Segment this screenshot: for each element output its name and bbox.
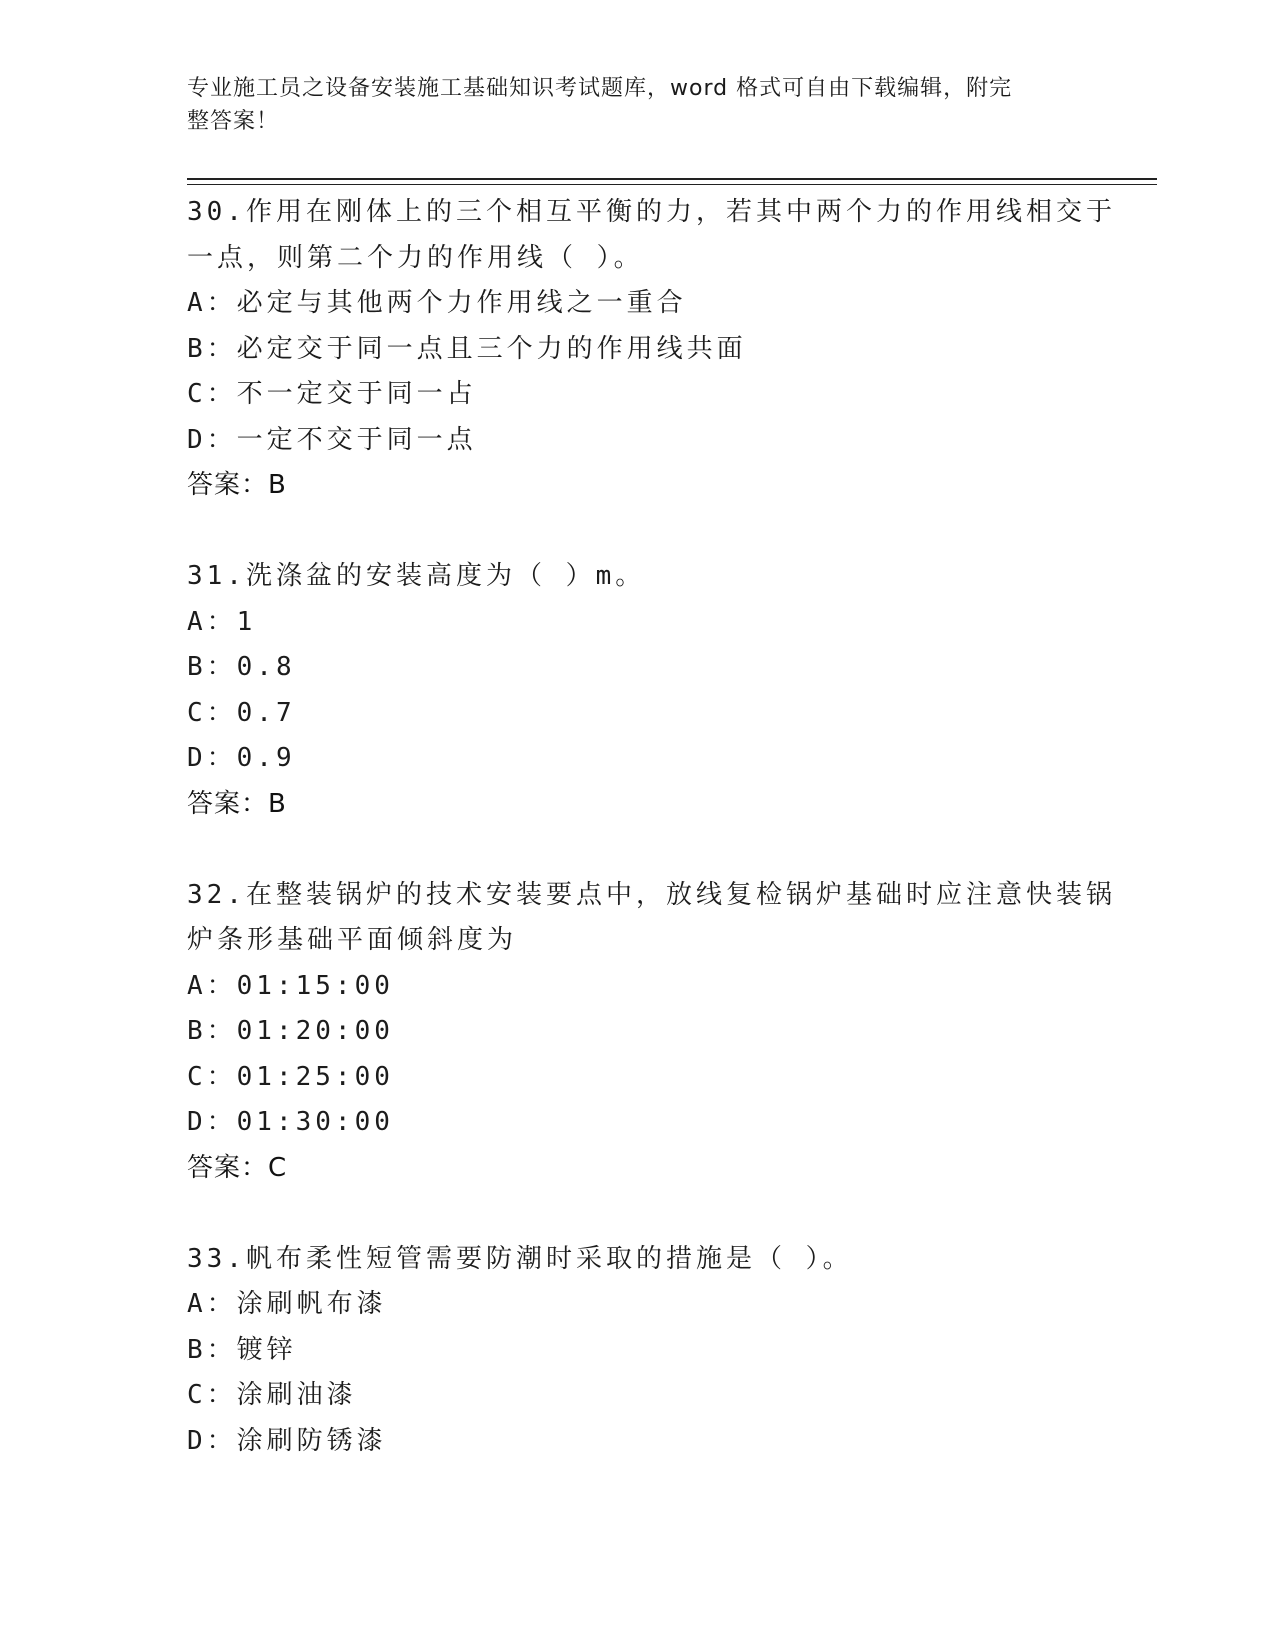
option-c: C：01:25:00 — [187, 1061, 394, 1092]
question-31 — [187, 554, 1087, 827]
answer-text: 答案：B — [187, 470, 287, 500]
option-b: B：必定交于同一点且三个力的作用线共面 — [187, 333, 747, 364]
question-stem-line: 31.洗涤盆的安装高度为（ ）m。 — [187, 561, 646, 591]
option-d: D：01:30:00 — [187, 1107, 394, 1137]
question-stem-line: 炉条形基础平面倾斜度为 — [187, 925, 518, 955]
option-b: B：镀锌 — [187, 1334, 297, 1365]
question-stem-line: 30.作用在刚体上的三个相互平衡的力，若其中两个力的作用线相交于 — [187, 197, 1116, 227]
spacer — [187, 1191, 1087, 1237]
option-a: A：涂刷帆布漆 — [187, 1289, 387, 1319]
question-list — [187, 190, 1116, 1464]
option-c: C：0.7 — [187, 697, 296, 728]
question-stem-line: 33.帆布柔性短管需要防潮时采取的措施是（ ）。 — [187, 1243, 853, 1274]
option-d: D：涂刷防锈漆 — [187, 1425, 387, 1456]
question-32 — [187, 873, 1116, 1192]
header-line-1: 专业施工员之设备安装施工基础知识考试题库，word 格式可自由下载编辑，附完 — [187, 76, 1013, 101]
option-d: D：一定不交于同一点 — [187, 424, 477, 455]
option-b: B：0.8 — [187, 652, 296, 682]
answer-text: 答案：B — [187, 788, 287, 819]
header-line-2: 整答案！ — [187, 109, 280, 134]
question-stem-line: 一点，则第二个力的作用线（ ）。 — [187, 242, 644, 273]
option-a: A：1 — [187, 606, 257, 637]
option-d: D：0.9 — [187, 743, 296, 773]
document-header — [187, 72, 1067, 138]
option-b: B：01:20:00 — [187, 1016, 394, 1046]
spacer — [187, 827, 1087, 873]
spacer — [187, 509, 1087, 555]
question-33 — [187, 1237, 1087, 1465]
answer-text: 答案：C — [187, 1152, 288, 1183]
header-divider-thin — [187, 184, 1157, 185]
option-a: A：01:15:00 — [187, 970, 394, 1001]
option-c: C：涂刷油漆 — [187, 1380, 357, 1410]
header-divider-thick — [187, 178, 1157, 180]
option-a: A：必定与其他两个力作用线之一重合 — [187, 288, 687, 318]
option-c: C：不一定交于同一占 — [187, 379, 477, 409]
question-stem-line: 32.在整装锅炉的技术安装要点中，放线复检锅炉基础时应注意快装锅 — [187, 879, 1116, 910]
question-30 — [187, 190, 1116, 509]
